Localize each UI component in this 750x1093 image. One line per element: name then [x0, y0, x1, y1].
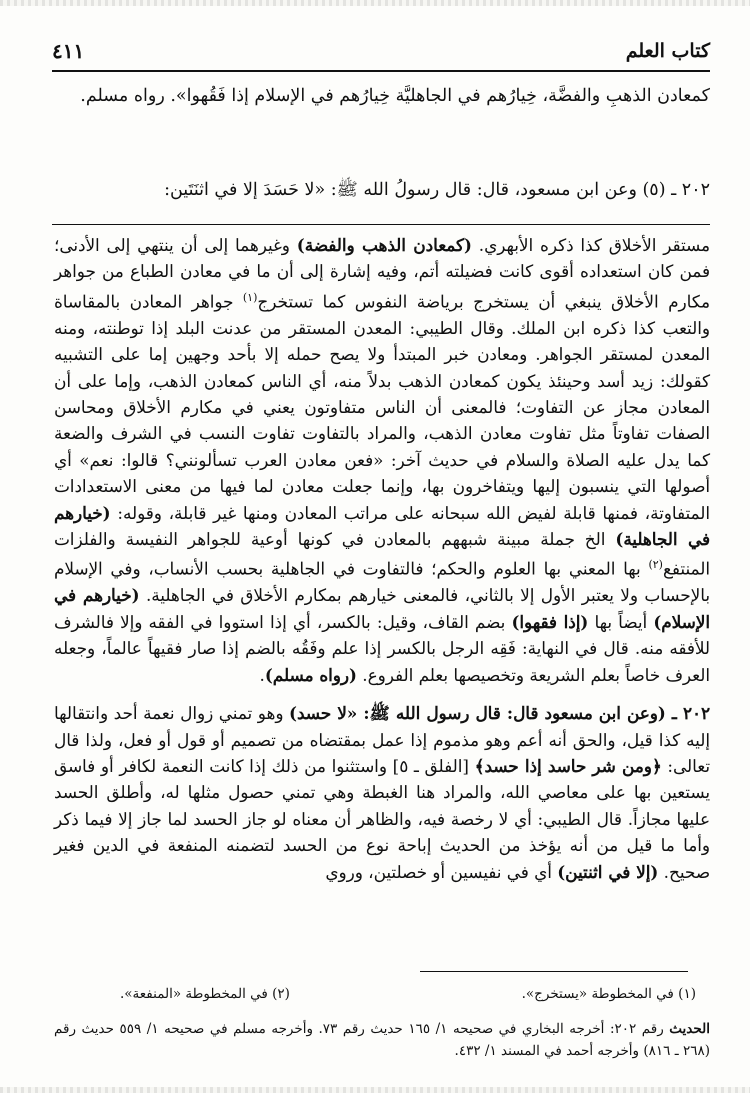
hadith-202-text: ٢٠٢ ـ (٥) وعن ابن مسعود، قال: قال رسولُ الله ﷺ: «لا حَسَدَ إلا في اثنَتَين: [164, 180, 710, 200]
header-rule [52, 70, 710, 72]
footnote-marker: (٢) [648, 558, 663, 572]
bold-quote: ٢٠٢ ـ (وعن ابن مسعود قال: قال رسول الله ﷺ: «لا حسد) [289, 703, 710, 724]
commentary-text: الخ جملة مبينة شبههم بالمعادن في كونها أوعية للجواهر النفيسة والفلزات المنتفع [54, 529, 710, 580]
commentary-text: [الفلق ـ ٥] واستثنوا من ذلك إذا كانت النعمة لكافر أو فاسق يستعين بها على معاصي الله، والمراد هنا الغبطة وهي تمني حصول مثلها له، وأطلق الحسد عليها مجازاً. قال الطيبي: أي لا رخصة فيه، والظاهر أن معناه لو جاز الحسد لما جاز إلا فيما ذكر وأما ما قيل من أنه يؤخذ من الحديث إباحة نوع من الحسد لتضمنه المنفعة في الدين فغير صحيح. [54, 755, 710, 882]
commentary-text: أيضاً بها [588, 611, 654, 632]
hadith-reference-label: الحديث [669, 1021, 710, 1037]
commentary-paragraph-2 [54, 700, 710, 885]
commentary-text: وغيرهما إلى أن ينتهي إلى الأدنى؛ فمن كان استعداده أقوى كانت فضيلته أتم، وفيه إشارة إلى أن ما في معادن الطباع من جواهر مكارم الأخلاق ينبغي أن يستخرج برياضة النفوس كما تستخرج [54, 235, 710, 312]
bold-quote: (إذا فقهوا) [511, 611, 589, 632]
page-number: ٤١١ [52, 39, 85, 63]
page-top-edge [0, 0, 750, 6]
footnote-2: (٢) في المخطوطة «المنفعة». [120, 986, 290, 1002]
hadith-reference-text: رقم ٢٠٢: أخرجه البخاري في صحيحه ١/ ١٦٥ حديث رقم ٧٣. وأخرجه مسلم في صحيحه ١/ ٥٥٩ حديث رقم (٢٦٨ ـ ٨١٦) وأخرجه أحمد في المسند ١/ ٤٣٢. [54, 1021, 710, 1059]
footnotes [120, 984, 696, 1004]
commentary-text: . [259, 664, 265, 685]
bold-quote: (إلا في اثنتين) [557, 861, 659, 882]
page-header [52, 36, 710, 66]
footnote-1: (١) في المخطوطة «يستخرج». [521, 986, 696, 1002]
section-rule [52, 224, 710, 225]
book-title: كتاب العلم [625, 40, 710, 62]
bold-quote: (رواه مسلم) [264, 664, 357, 685]
hadith-text [56, 80, 710, 112]
bold-quote: (كمعادن الذهب والفضة) [296, 235, 472, 255]
commentary-text: أي في نفيسين أو خصلتين، وروي [325, 861, 558, 882]
bold-quote: ﴿ومن شر حاسد إذا حسد﴾ [474, 755, 662, 776]
commentary-text: بها المعني بها العلوم والحكم؛ فالتفاوت في الجاهلية بحسب الأنساب، وفي الإسلام بالإحساب ولا يعتبر الأول إلا بالثاني، فالمعنى خيارهم بمكارم الأخلاق في الجاهلية. [54, 559, 710, 606]
commentary-text: جواهر المعادن بالمقاساة والتعب كذا ذكره ابن الملك. وقال الطيبي: المعدن المستقر من عدنت البلد إذا توطنته، ومنه المعدن لمستقر الجواهر. ومعادن خبر المبتدأ ولا يصح حمله إلا بأحد وجهين إما على التشبيه كقولك: زيد أسد وحينئذ يكون كمعادن الذهب بدلاً منه، أي الناس كمعادن الذهب، وإما على أن المعادن مجاز عن التفاوت؛ فالمعنى أن الناس متفاوتون يعني في مكارم الأخلاق ومحاسن الصفات تفاوتاً مثل تفاوت معادن الذهب، والمراد بالتفاوت تفاوت النسب في الشرف والضعة كما يدل عليه الصلاة والسلام في حديث آخر: «فعن معادن العرب تسألونني؟ قالوا: نعم» أي أصولها التي ينسبون إليها ويتفاخرون بها، وإنما جعلت معادن لما فيها من معنى الاستعدادات المتفاوتة، فمنها قابلة لفيض الله سبحانه على مراتب المعادن ومنها غير قابلة، وقوله: [54, 291, 710, 523]
commentary-paragraph-1 [54, 232, 710, 688]
commentary-text: بضم القاف، وقيل: بالكسر، أي إذا استووا في الفقه وإلا فالشرف للأفقه منه. قال في النهاية: فَقِه الرجل بالكسر إذا علم وفَقُه بالضم إذا صار فقيهاً عالماً، وجعله العرف خاصاً بعلم الشريعة وتخصيصها بعلم الفروع. [54, 611, 710, 685]
hadith-reference [54, 1018, 710, 1062]
page-bottom-edge [0, 1087, 750, 1093]
commentary [54, 232, 710, 885]
footnote-rule [420, 971, 688, 972]
commentary-text: وهو تمني زوال نعمة أحد وانتقالها إليه كذا قيل، والحق أنه أعم وهو مذموم إذا عمل بمقتضاه من تصميم أو قول أو فعل، ولذا قال تعالى: [54, 703, 710, 776]
footnote-marker: (١) [242, 290, 258, 304]
commentary-text: مستقر الأخلاق كذا ذكره الأبهري. [471, 235, 710, 255]
bold-quote: (خيارهم في الجاهلية) [54, 502, 710, 550]
hadith-continuation: كمعادن الذهبِ والفضَّة، خِيارُهم في الجاهليَّة خِيارُهم في الإسلام إذا فَقُهوا». رواه مسلم. [80, 86, 710, 106]
bold-quote: (خيارهم في الإسلام) [54, 585, 710, 632]
